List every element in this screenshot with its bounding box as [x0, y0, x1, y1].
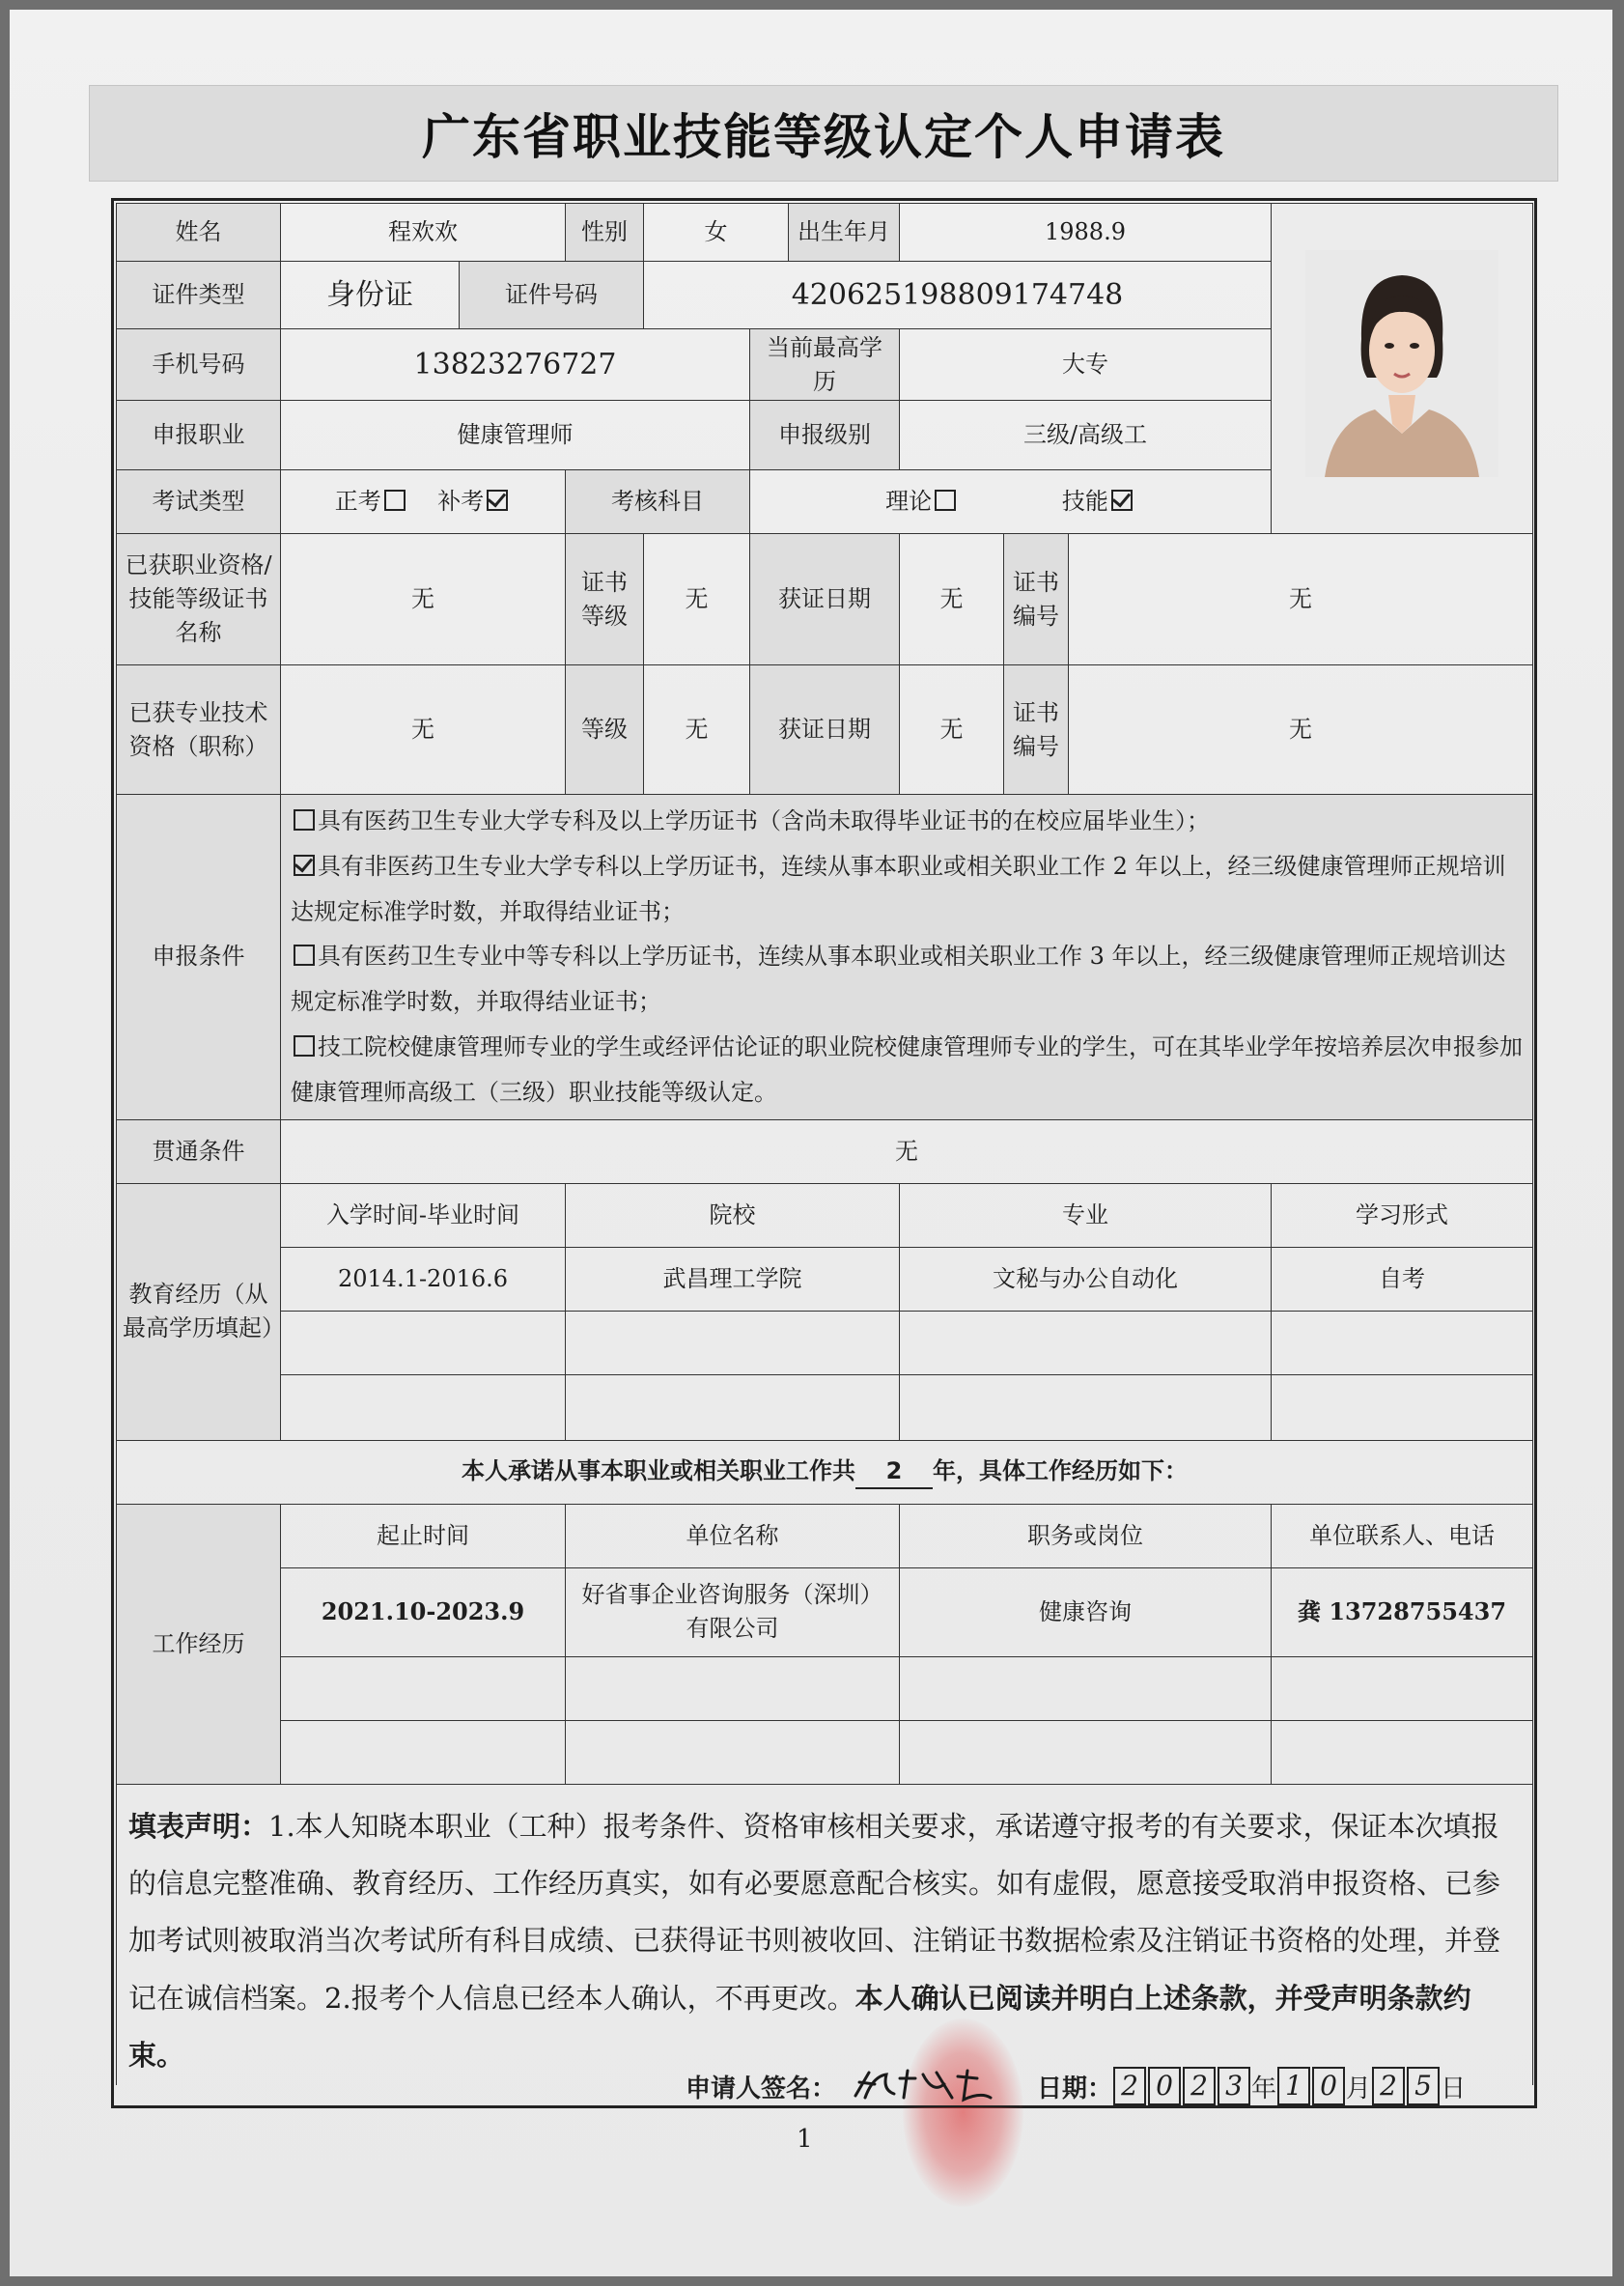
declaration-heading: 填表声明：: [128, 1809, 269, 1843]
declaration-body: 1.本人知晓本职业（工种）报考条件、资格审核相关要求，承诺遵守报考的有关要求，保证本次填报的信息完整准确、教育经历、工作经历真实，如有必要愿意配合核实。如有虚假，愿意接受取消申报资格、已参加考试则被取消当次考试所有科目成绩、已获得证书则被收回、注销证书数据检索及注销证书资格的处理，并登记在诚信档案。2.报考个人信息已经本人确认，不再更改。: [128, 1809, 1501, 2015]
exam-type-label: 考试类型: [117, 470, 281, 534]
tech-qual-no-label: 证书编号: [1004, 665, 1069, 795]
declaration: [117, 1784, 1533, 2085]
handwritten-signature-icon: [836, 2065, 1020, 2105]
work-contact: 龚 13728755437: [1272, 1567, 1533, 1656]
id-type-label: 证件类型: [117, 262, 281, 329]
phone-value: 13823276727: [281, 329, 750, 401]
table-row: [117, 1567, 1533, 1656]
id-type-value: 身份证: [281, 262, 460, 329]
gender-label: 性别: [566, 204, 644, 262]
work-promise-suffix: 年，具体工作经历如下：: [933, 1456, 1188, 1484]
exam-regular-checkbox[interactable]: [384, 490, 406, 511]
occupation-label: 申报职业: [117, 401, 281, 470]
work-history-label: 工作经历: [117, 1504, 281, 1784]
applicant-signature[interactable]: [836, 2065, 1020, 2107]
subject-skill-checkbox[interactable]: [1111, 490, 1133, 511]
qual-cert-level-label: 证书等级: [566, 534, 644, 665]
work-position: 健康咨询: [900, 1567, 1272, 1656]
condition-2-checkbox[interactable]: [294, 855, 315, 876]
date-digit: 0: [1148, 2067, 1181, 2105]
work-empty-cell: [900, 1720, 1272, 1784]
name-value: 程欢欢: [281, 204, 566, 262]
qual-cert-label: 已获职业资格/技能等级证书名称: [117, 534, 281, 665]
signature-row: [686, 2065, 1466, 2107]
exam-makeup-checkbox[interactable]: [487, 490, 508, 511]
exam-type-options: [281, 470, 566, 534]
level-value: 三级/高级工: [900, 401, 1272, 470]
date-label: 日期：: [1037, 2074, 1113, 2103]
level-label: 申报级别: [750, 401, 900, 470]
date-digit: 2: [1113, 2067, 1146, 2105]
day-unit: 日: [1441, 2074, 1467, 2103]
education-history-label: 教育经历（从最高学历填起）: [117, 1183, 281, 1440]
date-digit: 1: [1277, 2067, 1310, 2105]
through-value: 无: [281, 1119, 1533, 1183]
gender-value: 女: [644, 204, 789, 262]
signature-label: 申请人签名：: [686, 2074, 837, 2103]
tech-qual-date: 无: [900, 665, 1004, 795]
condition-item: 具有医药卫生专业大学专科及以上学历证书（含尚未取得毕业证书的在校应届毕业生）；: [291, 799, 1523, 844]
work-empty-cell: [566, 1656, 900, 1720]
subject-skill-label: 技能: [1061, 488, 1108, 516]
tech-qual-name: 无: [281, 665, 566, 795]
work-empty-cell: [900, 1656, 1272, 1720]
work-company: 好省事企业咨询服务（深圳）有限公司: [566, 1567, 900, 1656]
date-digit: 5: [1407, 2067, 1440, 2105]
condition-1-checkbox[interactable]: [294, 809, 315, 831]
date-digit: 2: [1183, 2067, 1216, 2105]
table-row: [117, 1720, 1533, 1784]
edu-major: 文秘与办公自动化: [900, 1247, 1272, 1311]
edu-empty-cell: [281, 1311, 566, 1374]
education-label: 当前最高学历: [750, 329, 900, 401]
work-promise-prefix: 本人承诺从事本职业或相关职业工作共: [462, 1456, 855, 1484]
subject-theory-checkbox[interactable]: [935, 490, 956, 511]
qual-cert-date: 无: [900, 534, 1004, 665]
education-value: 大专: [900, 329, 1272, 401]
edu-mode: 自考: [1272, 1247, 1533, 1311]
year-unit: 年: [1251, 2074, 1277, 2103]
id-no-value: 420625198809174748: [644, 262, 1272, 329]
id-no-label: 证件号码: [460, 262, 644, 329]
work-empty-cell: [1272, 1656, 1533, 1720]
subject-theory-label: 理论: [885, 488, 933, 516]
edu-header-school: 院校: [566, 1183, 900, 1247]
applicant-portrait-icon: [1305, 250, 1498, 477]
exam-subject-options: [750, 470, 1272, 534]
condition-3-checkbox[interactable]: [294, 945, 315, 966]
work-header-period: 起止时间: [281, 1504, 566, 1567]
qual-cert-name: 无: [281, 534, 566, 665]
edu-empty-cell: [281, 1374, 566, 1440]
edu-empty-cell: [1272, 1311, 1533, 1374]
table-row: [117, 1247, 1533, 1311]
page-number: 1: [797, 2125, 813, 2154]
tech-qual-date-label: 获证日期: [750, 665, 900, 795]
table-row: [117, 1656, 1533, 1720]
work-header-contact: 单位联系人、电话: [1272, 1504, 1533, 1567]
work-empty-cell: [1272, 1720, 1533, 1784]
declaration-emphasis: 本人确认已阅读并明白上述条款，并受声明条款约束。: [128, 1981, 1471, 2073]
tech-qual-label: 已获专业技术资格（职称）: [117, 665, 281, 795]
through-label: 贯通条件: [117, 1119, 281, 1183]
date-digit: 2: [1372, 2067, 1405, 2105]
exam-makeup-label: 补考: [437, 488, 485, 516]
work-header-company: 单位名称: [566, 1504, 900, 1567]
date-digit: 3: [1218, 2067, 1250, 2105]
work-promise: [117, 1440, 1533, 1504]
work-empty-cell: [566, 1720, 900, 1784]
conditions-list: [281, 795, 1533, 1120]
name-label: 姓名: [117, 204, 281, 262]
condition-item: 技工院校健康管理师专业的学生或经评估论证的职业院校健康管理师专业的学生，可在其毕业学年按培养层次申报参加健康管理师高级工（三级）职业技能等级认定。: [291, 1032, 1523, 1106]
month-unit: 月: [1346, 2074, 1372, 2103]
exam-regular-label: 正考: [334, 488, 381, 516]
edu-period: 2014.1-2016.6: [281, 1247, 566, 1311]
qual-cert-no: 无: [1069, 534, 1533, 665]
edu-empty-cell: [566, 1311, 900, 1374]
condition-item: 具有医药卫生专业中等专科以上学历证书，连续从事本职业或相关职业工作 3 年以上，经三级健康管理师正规培训达规定标准学时数，并取得结业证书；: [291, 943, 1506, 1016]
edu-header-major: 专业: [900, 1183, 1272, 1247]
occupation-value: 健康管理师: [281, 401, 750, 470]
tech-qual-level: 无: [644, 665, 750, 795]
fingerprint-stamp: [903, 2018, 1023, 2207]
table-row: [117, 1374, 1533, 1440]
date-digit: 0: [1312, 2067, 1345, 2105]
birth-label: 出生年月: [789, 204, 900, 262]
work-years: 2: [855, 1454, 933, 1490]
application-form-table: [116, 203, 1533, 2085]
work-header-position: 职务或岗位: [900, 1504, 1272, 1567]
condition-item: 具有非医药卫生专业大学专科以上学历证书，连续从事本职业或相关职业工作 2 年以上，经三级健康管理师正规培训达规定标准学时数，并取得结业证书；: [291, 852, 1506, 925]
tech-qual-level-label: 等级: [566, 665, 644, 795]
exam-subject-label: 考核科目: [566, 470, 750, 534]
conditions-label: 申报条件: [117, 795, 281, 1120]
applicant-photo: [1272, 204, 1533, 534]
edu-empty-cell: [566, 1374, 900, 1440]
tech-qual-no: 无: [1069, 665, 1533, 795]
phone-label: 手机号码: [117, 329, 281, 401]
work-period: 2021.10-2023.9: [281, 1567, 566, 1656]
edu-empty-cell: [900, 1311, 1272, 1374]
form-title: 广东省职业技能等级认定个人申请表: [89, 85, 1558, 182]
work-empty-cell: [281, 1720, 566, 1784]
edu-empty-cell: [1272, 1374, 1533, 1440]
birth-value: 1988.9: [900, 204, 1272, 262]
qual-cert-level: 无: [644, 534, 750, 665]
edu-empty-cell: [900, 1374, 1272, 1440]
qual-cert-no-label: 证书编号: [1004, 534, 1069, 665]
qual-cert-date-label: 获证日期: [750, 534, 900, 665]
table-row: [117, 1311, 1533, 1374]
edu-header-period: 入学时间-毕业时间: [281, 1183, 566, 1247]
condition-4-checkbox[interactable]: [294, 1035, 315, 1057]
work-empty-cell: [281, 1656, 566, 1720]
edu-school: 武昌理工学院: [566, 1247, 900, 1311]
edu-header-mode: 学习形式: [1272, 1183, 1533, 1247]
